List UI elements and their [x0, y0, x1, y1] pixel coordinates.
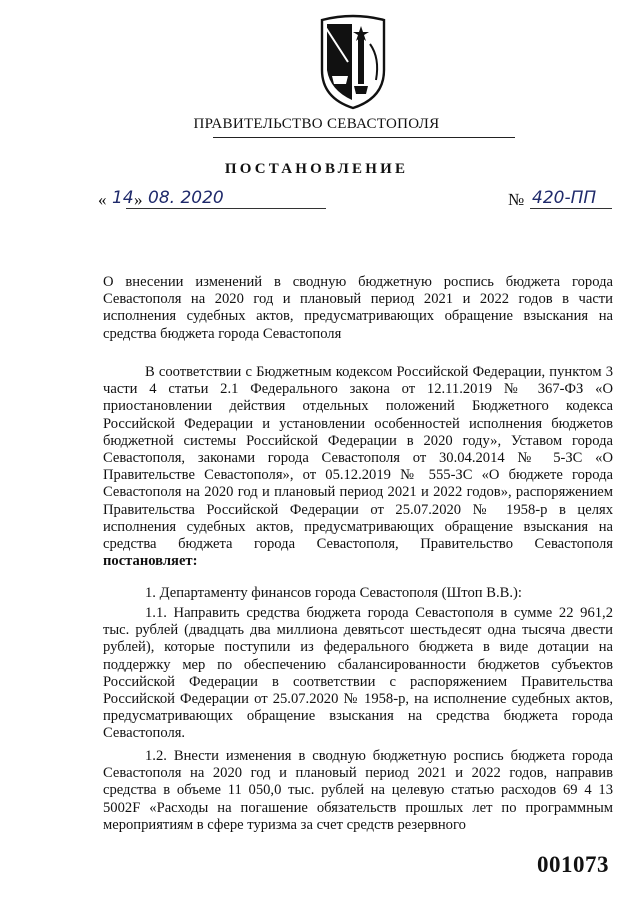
coat-of-arms-icon [318, 14, 388, 112]
number-underline [530, 208, 612, 209]
item-1-2: 1.2. Внести изменения в сводную бюджетную роспись бюджета города Севастополя на 2020 год и плановый период 2021 и 2022 годов, направив средства в объеме 11 050,0 тыс. рублей на целевую статью расходов 69 4 13 5002F «Расходы на погашение обязательств прошлых лет по программным мероприятиям в сфере туризма за счет средств резервного [103, 748, 613, 833]
date-month-year: 08. 2020 [148, 188, 224, 208]
item-1-1: 1.1. Направить средства бюджета города Севастополя в сумме 22 961,2 тыс. рублей (двадцать два миллиона девятьсот шестьдесят одна тысяча двести рублей), которые поступили из федерального бюджета в виде дотации на поддержку мер по обеспечению сбалансированности бюджетов субъектов Российской Федерации в соответствии с распоряжением Правительства Российской Федерации от 25.07.2020 № 1958-р, на исполнение судебных актов, предусматривающих обращение взыскания на средства бюджета города Севастополя. [103, 605, 613, 742]
number-sign: № [508, 190, 525, 209]
resolves-keyword: постановляет: [103, 553, 198, 570]
date-underline [126, 208, 326, 209]
header-divider [213, 137, 515, 138]
date-day: 14 [112, 188, 134, 208]
document-number [498, 188, 618, 212]
item-1: 1. Департаменту финансов города Севастополя (Штоп В.В.): [145, 585, 522, 601]
document-subject: О внесении изменений в сводную бюджетную роспись бюджета города Севастополя на 2020 год и плановый период 2021 и 2022 годов в части исполнения судебных актов, предусматривающих обращение взыскания на средства бюджета города Севастополя [103, 274, 613, 342]
preamble-paragraph [103, 364, 613, 570]
preamble-text: В соответствии с Бюджетным кодексом Российской Федерации, пунктом 3 части 4 статьи 2.1 Федерального закона от 12.11.2019 № 367-ФЗ «О приостановлении действия отдельных положений Бюджетного кодекса Российской Федерации и установлении особенностей исполнения бюджетов бюджетной системы Российской Федерации в 2020 году», Уставом города Севастополя, законами города Севастополя от 30.04.2014 № 5-ЗС «О Правительстве Севастополя», от 05.12.2019 № 555-ЗС «О бюджете города Севастополя на 2020 год и плановый период 2021 и 2022 годов», распоряжением Правительства Российской Федерации от 25.07.2020 № 1958-р в целях исполнения судебных актов, предусматривающих обращение взыскания на средства бюджета города Севастополя, Правительство Севастополя [103, 364, 613, 553]
document-date [96, 188, 236, 212]
number-value: 420-ПП [532, 188, 597, 208]
document-type: ПОСТАНОВЛЕНИЕ [224, 161, 409, 177]
date-open-quote: « [98, 190, 107, 209]
serial-number: 001073 [537, 852, 609, 877]
government-title: ПРАВИТЕЛЬСТВО СЕВАСТОПОЛЯ [193, 116, 440, 132]
date-close-quote: » [134, 190, 143, 209]
